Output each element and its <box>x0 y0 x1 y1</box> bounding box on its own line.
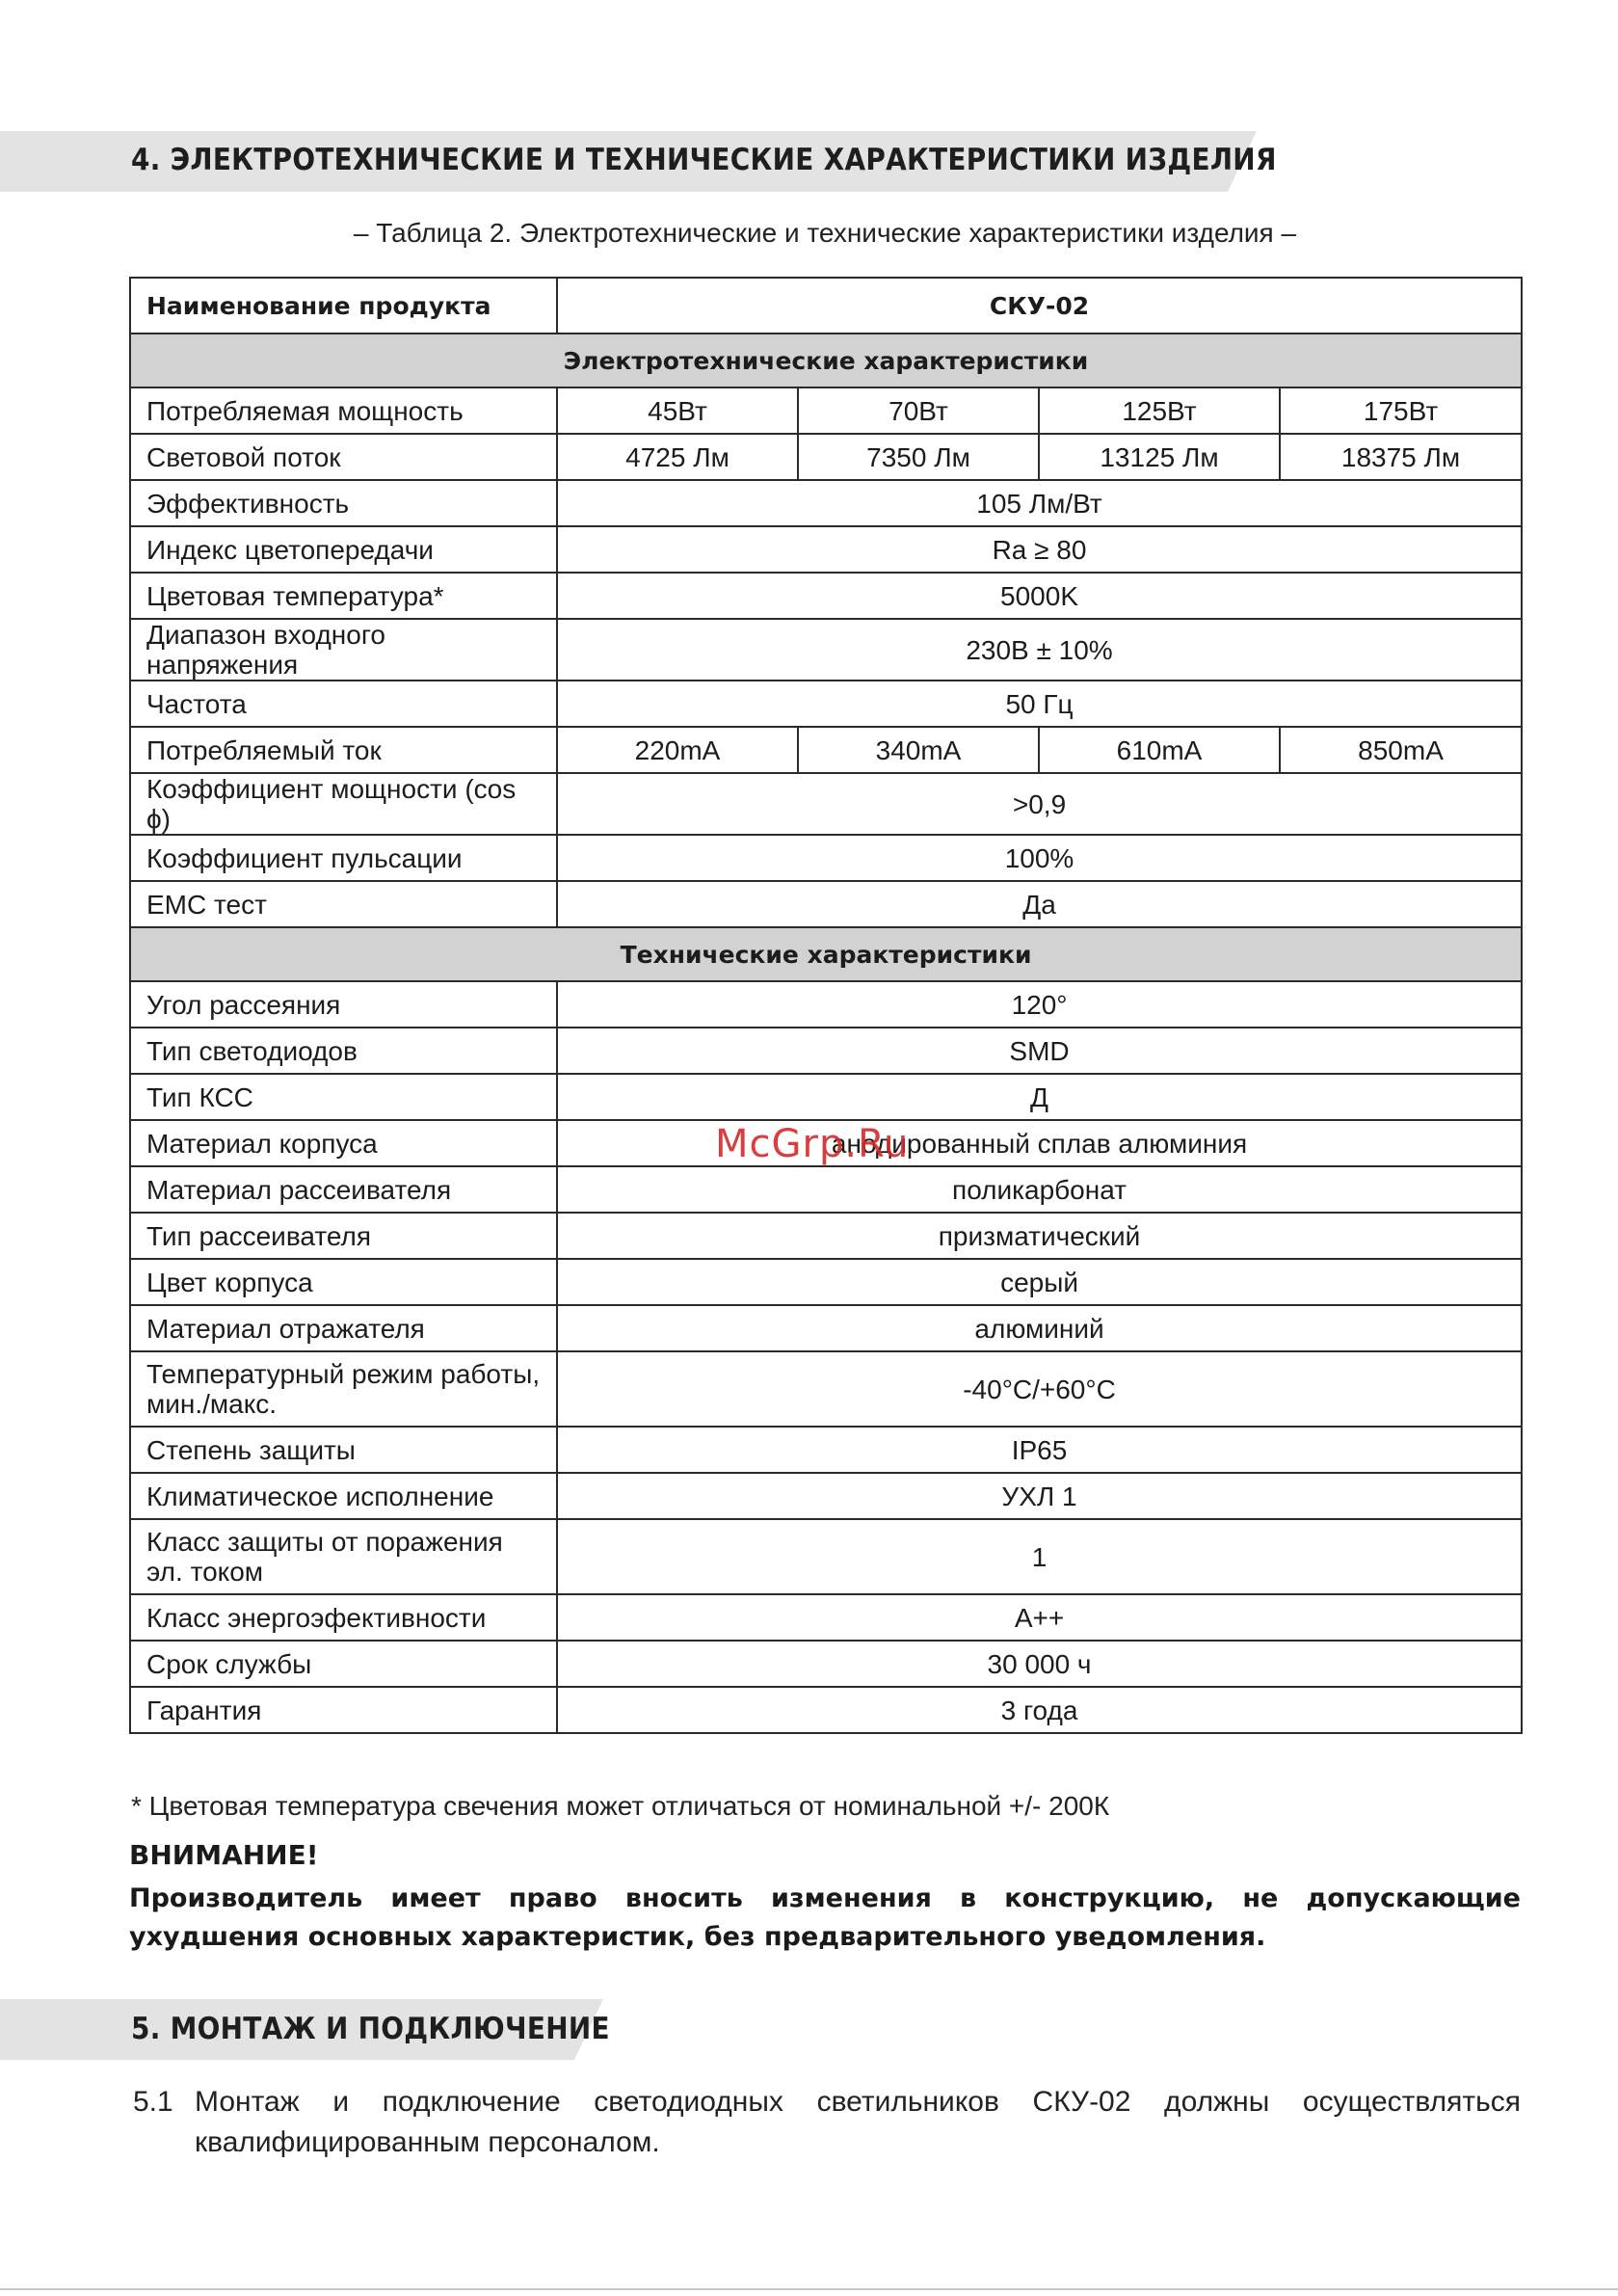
table-row-pf <box>130 773 1522 835</box>
row-label: Коэффициент мощности (cos ϕ) <box>130 773 557 835</box>
row-label: ЕМС тест <box>130 881 557 927</box>
row-label: Тип рассеивателя <box>130 1213 557 1259</box>
row-label: Класс энергоэфективности <box>130 1594 557 1641</box>
table-row-diffuser-material <box>130 1166 1522 1213</box>
table-footnote: * Цветовая температура свечения может отличаться от номинальной +/- 200К <box>131 1791 1110 1821</box>
table-row-ip <box>130 1427 1522 1473</box>
row-value: серый <box>557 1259 1522 1305</box>
header-value: СКУ-02 <box>557 278 1522 334</box>
row-label: Степень защиты <box>130 1427 557 1473</box>
row-label <box>130 1519 557 1594</box>
row-label: Цвет корпуса <box>130 1259 557 1305</box>
row-value: поликарбонат <box>557 1166 1522 1213</box>
row-label: Тип светодиодов <box>130 1028 557 1074</box>
row-label: Цветовая температура* <box>130 573 557 619</box>
row-value: 610mA <box>1039 727 1280 773</box>
row-value: 1 <box>557 1519 1522 1594</box>
table-row-lifetime <box>130 1641 1522 1687</box>
table-row-flux <box>130 434 1522 480</box>
row-value: Д <box>557 1074 1522 1120</box>
row-label: Тип КСС <box>130 1074 557 1120</box>
row-value: призматический <box>557 1213 1522 1259</box>
row-label: Материал корпуса <box>130 1120 557 1166</box>
table-row-climate <box>130 1473 1522 1519</box>
row-value: SMD <box>557 1028 1522 1074</box>
row-value: IP65 <box>557 1427 1522 1473</box>
table-caption: – Таблица 2. Электротехнические и технические характеристики изделия – <box>353 218 1297 248</box>
table-header-row <box>130 278 1522 334</box>
row-label: Эффективность <box>130 480 557 526</box>
row-label: Гарантия <box>130 1687 557 1733</box>
warning-text: Производитель имеет право вносить изменения в конструкцию, не допускающие ухудшения основных характеристик, без предварительного уведомления. <box>129 1883 1521 1952</box>
row-label: Климатическое исполнение <box>130 1473 557 1519</box>
row-value: анодированный сплав алюминия <box>557 1120 1522 1166</box>
table-row-kss <box>130 1074 1522 1120</box>
paragraph-number: 5.1 <box>133 2086 173 2118</box>
table-row-energy-class <box>130 1594 1522 1641</box>
row-value: 175Вт <box>1280 387 1522 434</box>
row-label-line: Класс защиты от поражения <box>146 1527 503 1557</box>
row-label: Материал отражателя <box>130 1305 557 1351</box>
table-row-shock-class <box>130 1519 1522 1594</box>
table-row-power <box>130 387 1522 434</box>
table-row-frequency <box>130 681 1522 727</box>
row-value: УХЛ 1 <box>557 1473 1522 1519</box>
warning-title: ВНИМАНИЕ! <box>129 1839 319 1871</box>
row-value: -40°С/+60°С <box>557 1351 1522 1427</box>
row-value: 125Вт <box>1039 387 1280 434</box>
table-row-emc <box>130 881 1522 927</box>
table-row-angle <box>130 981 1522 1028</box>
section-4-title: 4. ЭЛЕКТРОТЕХНИЧЕСКИЕ И ТЕХНИЧЕСКИЕ ХАРАКТЕРИСТИКИ ИЗДЕЛИЯ <box>131 143 1277 177</box>
row-label: Коэффициент пульсации <box>130 835 557 881</box>
row-value: Ra ≥ 80 <box>557 526 1522 573</box>
row-value: 100% <box>557 835 1522 881</box>
row-value: 5000K <box>557 573 1522 619</box>
paragraph-line-1 <box>133 2082 1521 2122</box>
row-value: А++ <box>557 1594 1522 1641</box>
page-bottom-rule <box>0 2288 1618 2290</box>
specs-table <box>129 277 1523 1734</box>
row-label: Индекс цветопередачи <box>130 526 557 573</box>
row-value: 13125 Лм <box>1039 434 1280 480</box>
row-value: алюминий <box>557 1305 1522 1351</box>
row-label: Световой поток <box>130 434 557 480</box>
table-row-voltage <box>130 619 1522 681</box>
section-5-title: 5. МОНТАЖ И ПОДКЛЮЧЕНИЕ <box>131 2012 610 2046</box>
table-row-warranty <box>130 1687 1522 1733</box>
group-electro-label: Электротехнические характеристики <box>130 334 1522 387</box>
row-value: 3 года <box>557 1687 1522 1733</box>
table-row-efficiency <box>130 480 1522 526</box>
row-value: 7350 Лм <box>798 434 1039 480</box>
paragraph-line-2: квалифицированным персоналом. <box>195 2126 660 2158</box>
row-value: 45Вт <box>557 387 798 434</box>
row-value: 230В ± 10% <box>557 619 1522 681</box>
row-label: Диапазон входного напряжения <box>130 619 557 681</box>
row-value: 18375 Лм <box>1280 434 1522 480</box>
table-row-reflector <box>130 1305 1522 1351</box>
row-value: 70Вт <box>798 387 1039 434</box>
table-row-diffuser-type <box>130 1213 1522 1259</box>
row-value: 850mA <box>1280 727 1522 773</box>
table-row-cri <box>130 526 1522 573</box>
row-value: 220mA <box>557 727 798 773</box>
paragraph-5-1 <box>133 2082 1521 2163</box>
row-value: Да <box>557 881 1522 927</box>
header-label: Наименование продукта <box>130 278 557 334</box>
row-value: 30 000 ч <box>557 1641 1522 1687</box>
table-row-led-type <box>130 1028 1522 1074</box>
row-label-line: Температурный режим работы, <box>146 1359 541 1389</box>
row-label-line: мин./макс. <box>146 1389 278 1419</box>
row-value: 4725 Лм <box>557 434 798 480</box>
table-row-current <box>130 727 1522 773</box>
row-value: 340mA <box>798 727 1039 773</box>
row-value: 120° <box>557 981 1522 1028</box>
group-row-electro <box>130 334 1522 387</box>
row-label: Потребляемая мощность <box>130 387 557 434</box>
row-label: Материал рассеивателя <box>130 1166 557 1213</box>
row-label: Угол рассеяния <box>130 981 557 1028</box>
row-value: >0,9 <box>557 773 1522 835</box>
row-label-line: эл. током <box>146 1557 264 1587</box>
row-value: 50 Гц <box>557 681 1522 727</box>
row-label: Потребляемый ток <box>130 727 557 773</box>
table-row-temp-range <box>130 1351 1522 1427</box>
paragraph-text: Монтаж и подключение светодиодных светильников СКУ-02 должны осуществляться <box>195 2086 1521 2118</box>
table-row-cct <box>130 573 1522 619</box>
row-label <box>130 1351 557 1427</box>
group-tech-label: Технические характеристики <box>130 927 1522 981</box>
row-value: 105 Лм/Вт <box>557 480 1522 526</box>
table-row-ripple <box>130 835 1522 881</box>
table-row-body-color <box>130 1259 1522 1305</box>
row-label: Срок службы <box>130 1641 557 1687</box>
group-row-tech <box>130 927 1522 981</box>
row-label: Частота <box>130 681 557 727</box>
watermark: McGrp.Ru <box>715 1122 910 1166</box>
